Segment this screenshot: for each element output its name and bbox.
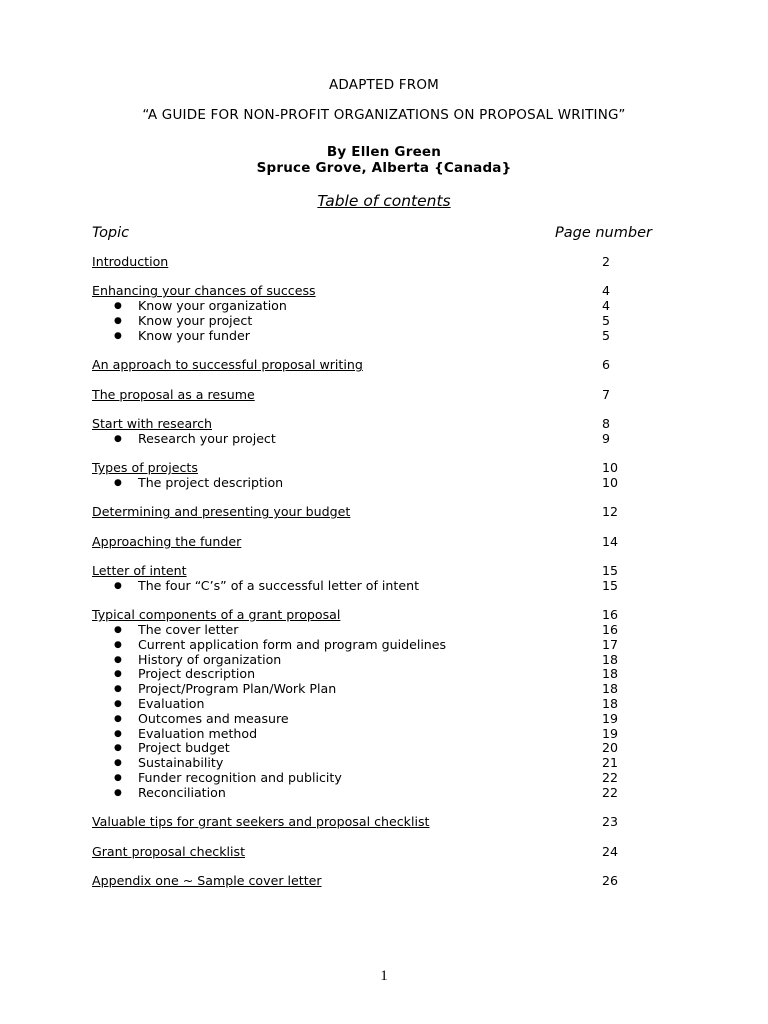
- toc-subentry: [92, 623, 632, 638]
- topic-column-header: Topic: [92, 225, 130, 241]
- toc-entry-page: 10: [602, 460, 619, 476]
- toc-entry-title: Introduction: [92, 254, 169, 269]
- adapted-from-heading: ADAPTED FROM: [328, 77, 440, 93]
- toc-entry-page: 15: [602, 563, 619, 579]
- toc-row: [92, 874, 632, 889]
- toc-entry-title: Types of projects: [92, 460, 198, 476]
- toc-subentry-page: 5: [602, 327, 611, 343]
- toc-entry-page: 23: [602, 814, 619, 830]
- toc-entry-page: 16: [602, 607, 619, 623]
- guide-title: “A GUIDE FOR NON-PROFIT ORGANIZATIONS ON PROPOSAL WRITING”: [142, 107, 626, 123]
- toc-subentry-page: 4: [602, 298, 611, 314]
- bullet-icon: ●: [114, 728, 122, 739]
- toc-entry: [92, 845, 632, 860]
- toc-subentry-page: 17: [602, 636, 619, 652]
- toc-subentry-title: The project description: [138, 474, 284, 490]
- location-line: Spruce Grove, Alberta {Canada}: [256, 160, 512, 176]
- toc-entry: [92, 505, 632, 520]
- toc-entry-title: Enhancing your chances of success: [92, 283, 316, 299]
- toc-subentry-title: Know your project: [138, 312, 253, 328]
- toc-row: [92, 461, 632, 476]
- toc-entry-title: Appendix one ~ Sample cover letter: [92, 873, 322, 889]
- bullet-icon: ●: [114, 580, 122, 591]
- author-line: By Ellen Green: [326, 144, 442, 160]
- toc-entry: [92, 815, 632, 830]
- toc-subentry: [92, 697, 632, 712]
- toc-subentry: [92, 432, 632, 447]
- toc-subentry: [92, 741, 632, 756]
- bullet-icon: ●: [114, 315, 122, 326]
- toc-entry-page: 7: [602, 386, 611, 402]
- toc-subentry-title: Funder recognition and publicity: [138, 770, 342, 786]
- toc-subentry: [92, 314, 632, 329]
- toc-subentry-title: Know your organization: [138, 298, 287, 314]
- toc-subentry: [92, 476, 632, 491]
- toc-subentry-page: 15: [602, 577, 619, 593]
- toc-subentry-title: The cover letter: [138, 622, 239, 638]
- toc-entry: [92, 564, 632, 594]
- toc-entry-page: 8: [602, 415, 611, 431]
- toc-entry-title: Letter of intent: [92, 563, 187, 579]
- toc-row: [92, 535, 632, 550]
- toc-title: Table of contents: [317, 192, 451, 210]
- bullet-icon: ●: [114, 654, 122, 665]
- bullet-icon: ●: [114, 773, 122, 784]
- toc-row: [92, 608, 632, 623]
- toc-row: [92, 845, 632, 860]
- toc-subentry-page: 18: [602, 696, 619, 712]
- toc-entry: [92, 874, 632, 889]
- toc-subentry-page: 18: [602, 681, 619, 697]
- bullet-icon: ●: [114, 713, 122, 724]
- toc-entry: [92, 417, 632, 447]
- toc-entry-page: 12: [602, 504, 619, 520]
- page-number: 1: [380, 968, 388, 984]
- toc-entry: [92, 608, 632, 800]
- toc-subentry-title: Project budget: [138, 740, 230, 756]
- toc-entry-page: 14: [602, 533, 619, 549]
- bullet-icon: ●: [114, 684, 122, 695]
- toc-subentry-title: The four “C’s” of a successful letter of intent: [138, 577, 420, 593]
- bullet-icon: ●: [114, 758, 122, 769]
- toc-entry-title: Typical components of a grant proposal: [92, 607, 341, 623]
- toc-subentry-title: Project/Program Plan/Work Plan: [138, 681, 337, 697]
- toc-entry: [92, 461, 632, 491]
- toc-subentry-title: Project description: [138, 666, 256, 682]
- toc-entry-page: 2: [602, 254, 611, 269]
- toc-subentry-page: 20: [602, 740, 619, 756]
- toc-subentry-page: 18: [602, 651, 619, 667]
- toc-subentry-page: 9: [602, 430, 611, 446]
- toc-entry: [92, 284, 632, 343]
- toc-subentry-title: Reconciliation: [138, 784, 226, 800]
- toc-subentry: [92, 638, 632, 653]
- toc-subentry-page: 22: [602, 770, 619, 786]
- toc-subentry-title: Sustainability: [138, 755, 224, 771]
- table-of-contents: [92, 255, 632, 903]
- toc-entry-title: Start with research: [92, 415, 212, 431]
- toc-row: [92, 417, 632, 432]
- toc-subentry-title: Know your funder: [138, 327, 250, 343]
- toc-subentry: [92, 667, 632, 682]
- toc-subentry-title: History of organization: [138, 651, 282, 667]
- toc-subentry: [92, 727, 632, 742]
- toc-subentry-page: 22: [602, 784, 619, 800]
- toc-subentry-page: 19: [602, 710, 619, 726]
- toc-entry: [92, 388, 632, 403]
- toc-entry-title: Determining and presenting your budget: [92, 504, 351, 520]
- toc-row: [92, 255, 632, 270]
- toc-entry-title: Grant proposal checklist: [92, 843, 246, 859]
- bullet-icon: ●: [114, 477, 122, 488]
- toc-subentry-title: Evaluation: [138, 696, 205, 712]
- toc-entry-title: An approach to successful proposal writing: [92, 357, 363, 373]
- toc-row: [92, 284, 632, 299]
- bullet-icon: ●: [114, 301, 122, 312]
- bullet-icon: ●: [114, 433, 122, 444]
- toc-entry-page: 4: [602, 283, 611, 299]
- bullet-icon: ●: [114, 639, 122, 650]
- toc-row: [92, 505, 632, 520]
- toc-subentry: [92, 786, 632, 801]
- toc-subentry-title: Research your project: [138, 430, 276, 446]
- toc-subentry-page: 21: [602, 755, 619, 771]
- toc-subentry: [92, 299, 632, 314]
- toc-subentry: [92, 653, 632, 668]
- toc-entry-title: Approaching the funder: [92, 533, 242, 549]
- bullet-icon: ●: [114, 669, 122, 680]
- toc-subentry: [92, 579, 632, 594]
- toc-subentry: [92, 712, 632, 727]
- toc-entry-title: Valuable tips for grant seekers and proposal checklist: [92, 814, 430, 830]
- toc-row: [92, 388, 632, 403]
- toc-row: [92, 358, 632, 373]
- page-number-column-header: Page number: [555, 225, 652, 241]
- toc-entry-page: 26: [602, 873, 619, 889]
- bullet-icon: ●: [114, 625, 122, 636]
- toc-entry-page: 24: [602, 843, 619, 859]
- bullet-icon: ●: [114, 787, 122, 798]
- toc-subentry-title: Evaluation method: [138, 725, 258, 741]
- toc-subentry-page: 16: [602, 622, 619, 638]
- toc-subentry-page: 19: [602, 725, 619, 741]
- bullet-icon: ●: [114, 330, 122, 341]
- toc-subentry-title: Outcomes and measure: [138, 710, 289, 726]
- toc-entry: [92, 358, 632, 373]
- toc-subentry: [92, 756, 632, 771]
- bullet-icon: ●: [114, 699, 122, 710]
- toc-subentry-page: 10: [602, 474, 619, 490]
- toc-subentry-page: 5: [602, 312, 611, 328]
- toc-entry: [92, 535, 632, 550]
- toc-entry-title: The proposal as a resume: [92, 386, 255, 402]
- toc-row: [92, 815, 632, 830]
- toc-entry: [92, 255, 632, 270]
- toc-subentry: [92, 682, 632, 697]
- toc-subentry: [92, 329, 632, 344]
- toc-row: [92, 564, 632, 579]
- bullet-icon: ●: [114, 743, 122, 754]
- toc-subentry-title: Current application form and program guidelines: [138, 636, 447, 652]
- toc-entry-page: 6: [602, 357, 611, 373]
- toc-subentry: [92, 771, 632, 786]
- toc-subentry-page: 18: [602, 666, 619, 682]
